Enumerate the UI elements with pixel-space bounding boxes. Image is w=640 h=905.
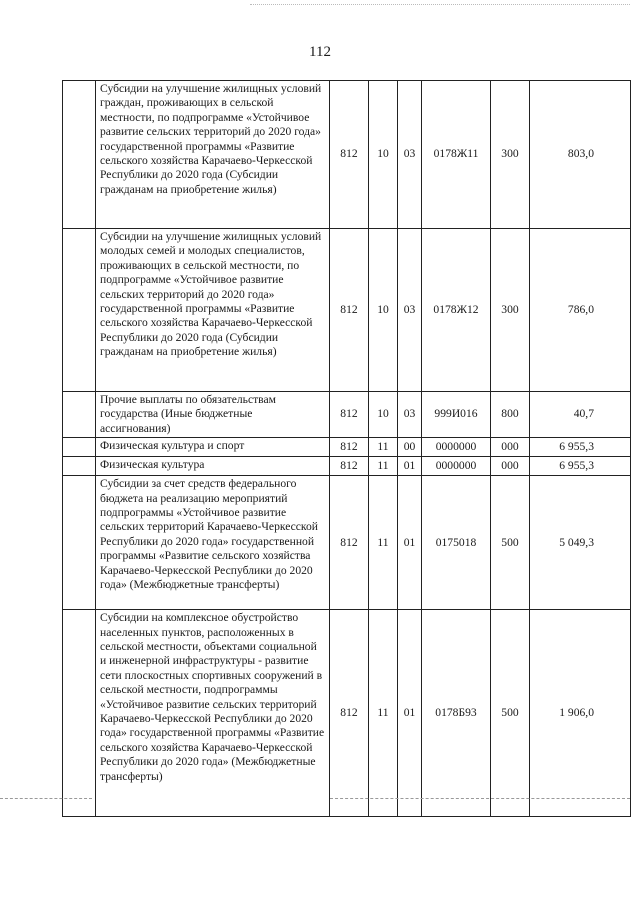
code-cell: 812: [330, 392, 369, 438]
target-cell: 999И016: [422, 392, 491, 438]
amount-cell: 786,0: [530, 229, 631, 392]
table-row: [63, 457, 631, 476]
row-number-cell: [63, 438, 96, 457]
row-number-cell: [63, 457, 96, 476]
subsection-cell: 03: [398, 392, 422, 438]
subsection-cell: 03: [398, 81, 422, 229]
row-number-cell: [63, 81, 96, 229]
code-cell: 812: [330, 610, 369, 817]
budget-table: [62, 80, 631, 817]
expense-type-cell: 500: [491, 610, 530, 817]
code-cell: 812: [330, 438, 369, 457]
description-cell: Физическая культура и спорт: [96, 438, 330, 457]
scan-artifact-top-edge: [250, 4, 630, 5]
amount-cell: 40,7: [530, 392, 631, 438]
expense-type-cell: 300: [491, 81, 530, 229]
code-cell: 812: [330, 81, 369, 229]
description-cell: Субсидии за счет средств федерального бюджета на реализацию мероприятий подпрограммы «Устойчивое развитие сельских территорий Карачаево-Черкесской Республики до 2020 года» государственной программы «Развитие сельского хозяйства Карачаево-Черкесской Республики до 2020 года» (Межбюджетные трансферты): [96, 476, 330, 610]
row-number-cell: [63, 610, 96, 817]
row-number-cell: [63, 476, 96, 610]
description-cell: Прочие выплаты по обязательствам государства (Иные бюджетные ассигнования): [96, 392, 330, 438]
table-row: [63, 81, 631, 229]
table-row: [63, 229, 631, 392]
section-cell: 11: [369, 610, 398, 817]
expense-type-cell: 000: [491, 438, 530, 457]
expense-type-cell: 500: [491, 476, 530, 610]
page-number: 112: [309, 44, 331, 60]
code-cell: 812: [330, 457, 369, 476]
section-cell: 11: [369, 457, 398, 476]
table-row: [63, 610, 631, 817]
table-row: [63, 392, 631, 438]
target-cell: 0000000: [422, 438, 491, 457]
section-cell: 11: [369, 438, 398, 457]
subsection-cell: 01: [398, 476, 422, 610]
amount-cell: 5 049,3: [530, 476, 631, 610]
target-cell: 0175018: [422, 476, 491, 610]
section-cell: 10: [369, 392, 398, 438]
row-number-cell: [63, 392, 96, 438]
expense-type-cell: 800: [491, 392, 530, 438]
row-number-cell: [63, 229, 96, 392]
amount-cell: 6 955,3: [530, 457, 631, 476]
table-row: [63, 476, 631, 610]
amount-cell: 803,0: [530, 81, 631, 229]
target-cell: 0000000: [422, 457, 491, 476]
subsection-cell: 00: [398, 438, 422, 457]
description-cell: Субсидии на улучшение жилищных условий граждан, проживающих в сельской местности, по подпрограмме «Устойчивое развитие сельских территорий до 2020 года» государственной программы «Развитие сельского хозяйства Карачаево-Черкесской Республики до 2020 года (Субсидии гражданам на приобретение жилья): [96, 81, 330, 229]
section-cell: 11: [369, 476, 398, 610]
amount-cell: 1 906,0: [530, 610, 631, 817]
target-cell: 0178Ж11: [422, 81, 491, 229]
amount-cell: 6 955,3: [530, 438, 631, 457]
description-cell: Физическая культура: [96, 457, 330, 476]
code-cell: 812: [330, 476, 369, 610]
scan-artifact-line-right: [330, 798, 630, 799]
scan-artifact-line-left: [0, 798, 92, 799]
code-cell: 812: [330, 229, 369, 392]
table-row: [63, 438, 631, 457]
subsection-cell: 01: [398, 610, 422, 817]
description-cell: Субсидии на комплексное обустройство населенных пунктов, расположенных в сельской местности, объектами социальной и инженерной инфраструктуры - развитие сети плоскостных спортивных сооружений в сельской местности, подпрограммы «Устойчивое развитие сельских территорий Карачаево-Черкесской Республики до 2020 года» государственной программы «Развитие сельского хозяйства Карачаево-Черкесской Республики до 2020 года» (Межбюджетные трансферты): [96, 610, 330, 817]
subsection-cell: 01: [398, 457, 422, 476]
section-cell: 10: [369, 81, 398, 229]
expense-type-cell: 000: [491, 457, 530, 476]
section-cell: 10: [369, 229, 398, 392]
expense-type-cell: 300: [491, 229, 530, 392]
subsection-cell: 03: [398, 229, 422, 392]
description-cell: Субсидии на улучшение жилищных условий молодых семей и молодых специалистов, проживающих в сельской местности, по подпрограмме «Устойчивое развитие сельских территорий до 2020 года» государственной программы «Развитие сельского хозяйства Карачаево-Черкесской Республики до 2020 года (Субсидии гражданам на приобретение жилья): [96, 229, 330, 392]
target-cell: 0178Б93: [422, 610, 491, 817]
target-cell: 0178Ж12: [422, 229, 491, 392]
